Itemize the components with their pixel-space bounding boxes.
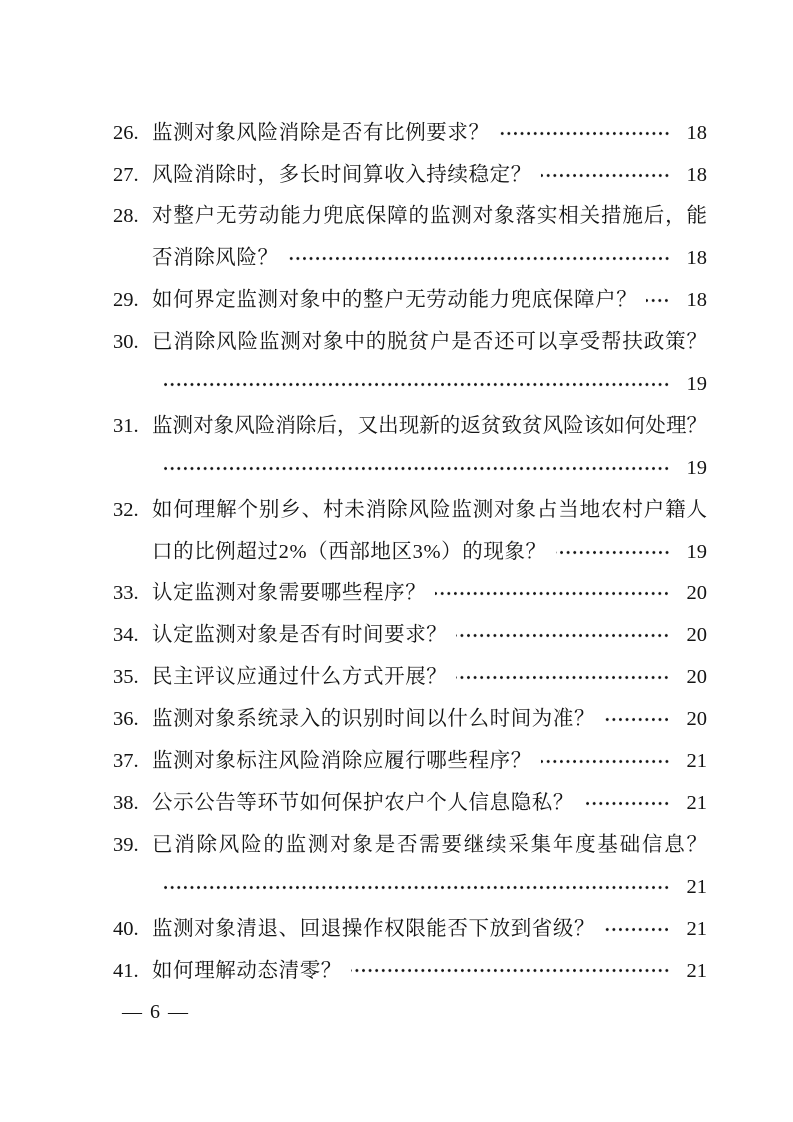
dot-leader [456, 615, 670, 657]
page-number: 19 [686, 456, 707, 479]
toc-entry [113, 782, 707, 824]
toc-entry-continuation [113, 866, 707, 908]
toc-entry [113, 824, 707, 866]
entry-title: 民主评议应通过什么方式开展？ [152, 666, 448, 689]
entry-number: 28. [113, 205, 139, 228]
dot-leader [646, 280, 670, 322]
toc-entry [113, 196, 707, 238]
entry-title: 认定监测对象需要哪些程序？ [152, 582, 427, 605]
page-number: 20 [686, 666, 707, 689]
page-number: 21 [686, 875, 707, 898]
dot-leader [351, 950, 670, 992]
entry-title: 监测对象系统录入的识别时间以什么时间为准？ [152, 708, 596, 731]
toc-entry [113, 280, 707, 322]
toc-entry [113, 698, 707, 740]
table-of-contents [113, 112, 707, 992]
toc-entry-continuation [113, 238, 707, 280]
entry-title: 公示公告等环节如何保护农户个人信息隐私？ [152, 791, 574, 814]
entry-title: 已消除风险监测对象中的脱贫户是否还可以享受帮扶政策？ [152, 331, 707, 354]
entry-number: 37. [113, 750, 139, 773]
entry-title: 已消除风险的监测对象是否需要继续采集年度基础信息？ [152, 833, 707, 856]
toc-entry-continuation [113, 447, 707, 489]
toc-entry [113, 573, 707, 615]
toc-entry [113, 405, 707, 447]
page-number: 20 [686, 582, 707, 605]
page-footer: — 6 — [122, 1001, 190, 1023]
page-number: 21 [686, 959, 707, 982]
toc-entry [113, 615, 707, 657]
page-number: 19 [686, 373, 707, 396]
entry-title: 如何理解动态清零？ [152, 959, 342, 982]
entry-title: 对整户无劳动能力兜底保障的监测对象落实相关措施后，能 [152, 205, 707, 228]
entry-number: 38. [113, 791, 139, 814]
page-number: 18 [686, 163, 707, 186]
entry-title: 如何界定监测对象中的整户无劳动能力兜底保障户？ [152, 289, 638, 312]
page-number: 20 [686, 708, 707, 731]
dot-leader [604, 698, 670, 740]
toc-entry [113, 489, 707, 531]
toc-entry [113, 112, 707, 154]
dot-leader [541, 740, 670, 782]
dot-leader [583, 782, 670, 824]
entry-number: 31. [113, 414, 139, 437]
dot-leader [435, 573, 670, 615]
toc-entry [113, 950, 707, 992]
page-number: 21 [686, 917, 707, 940]
entry-number: 35. [113, 666, 139, 689]
entry-number: 39. [113, 833, 139, 856]
page-number: 19 [686, 540, 707, 563]
toc-entry-continuation [113, 531, 707, 573]
entry-number: 32. [113, 498, 139, 521]
dot-leader [541, 154, 670, 196]
entry-number: 33. [113, 582, 139, 605]
page-number: 18 [686, 289, 707, 312]
dot-leader [604, 908, 670, 950]
toc-entry [113, 740, 707, 782]
dot-leader [161, 447, 670, 489]
toc-entry [113, 908, 707, 950]
entry-title: 监测对象风险消除后，又出现新的返贫致贫风险该如何处理？ [152, 414, 707, 437]
entry-number: 30. [113, 331, 139, 354]
dot-leader [161, 363, 670, 405]
page-number: 21 [686, 750, 707, 773]
toc-entry [113, 321, 707, 363]
dot-leader [556, 531, 670, 573]
page-number: 18 [686, 121, 707, 144]
dot-leader [161, 866, 670, 908]
entry-title: 监测对象标注风险消除应履行哪些程序？ [152, 750, 532, 773]
entry-number: 27. [113, 163, 139, 186]
entry-title: 如何理解个别乡、村未消除风险监测对象占当地农村户籍人 [152, 498, 707, 521]
toc-entry [113, 657, 707, 699]
entry-number: 40. [113, 917, 139, 940]
toc-entry [113, 154, 707, 196]
dot-leader [456, 657, 670, 699]
page-number: 18 [686, 247, 707, 270]
entry-number: 41. [113, 959, 139, 982]
entry-number: 26. [113, 121, 139, 144]
entry-title-continued: 口的比例超过2%（西部地区3%）的现象？ [152, 540, 547, 563]
entry-title-continued: 否消除风险？ [152, 247, 279, 270]
entry-title: 认定监测对象是否有时间要求？ [152, 624, 448, 647]
entry-number: 34. [113, 624, 139, 647]
page-number: 21 [686, 791, 707, 814]
entry-number: 36. [113, 708, 139, 731]
entry-number: 29. [113, 289, 139, 312]
page-number: 20 [686, 624, 707, 647]
entry-title: 风险消除时，多长时间算收入持续稳定？ [152, 163, 532, 186]
toc-entry-continuation [113, 363, 707, 405]
entry-title: 监测对象清退、回退操作权限能否下放到省级？ [152, 917, 596, 940]
dot-leader [288, 238, 670, 280]
dot-leader [499, 112, 670, 154]
entry-title: 监测对象风险消除是否有比例要求？ [152, 121, 490, 144]
